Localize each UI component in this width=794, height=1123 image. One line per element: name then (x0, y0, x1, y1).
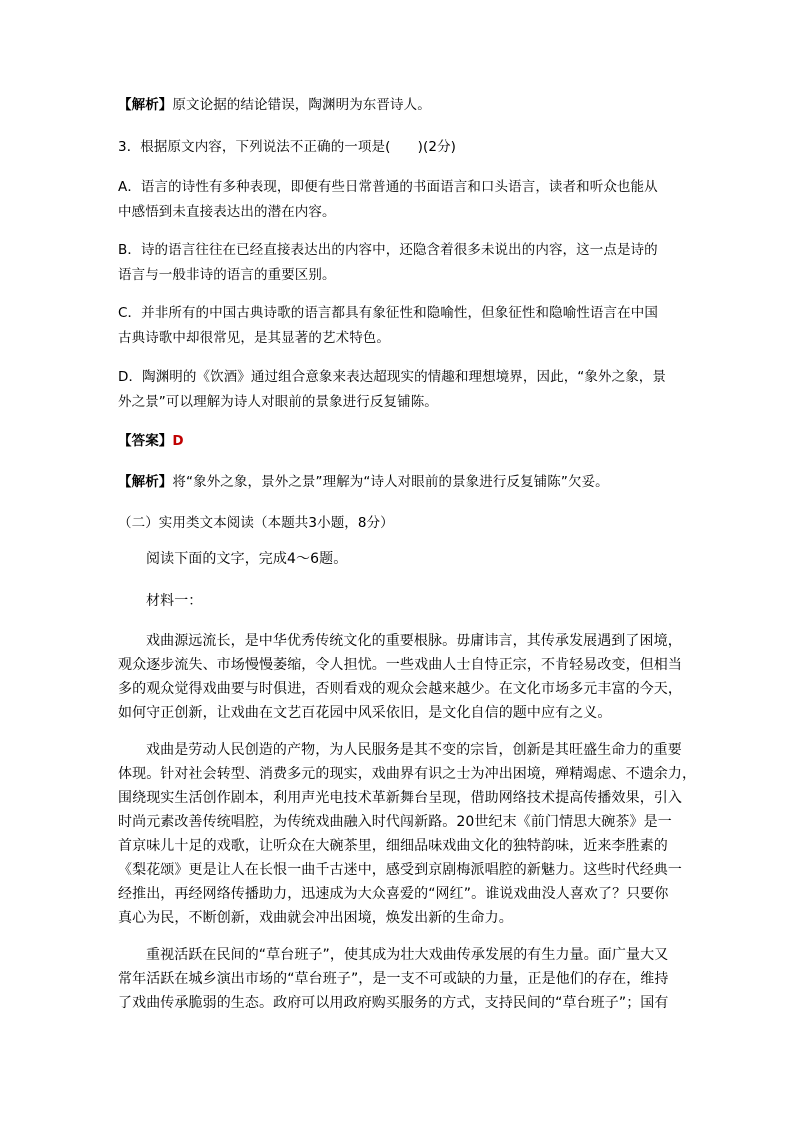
answer-line (118, 432, 184, 450)
option-d-line-1: D．陶渊明的《饮酒》通过组合意象来表达超现实的情趣和理想境界，因此，“象外之象，景 (118, 369, 666, 385)
p1-line-1: 戏曲源远流长，是中华优秀传统文化的重要根脉。毋庸讳言，其传承发展遇到了困境， (146, 633, 682, 649)
q2-analysis-line (118, 96, 431, 114)
option-c-line-2: 古典诗歌中却很常见，是其显著的艺术特色。 (118, 330, 390, 346)
p1-line-3: 多的观众觉得戏曲要与时俱进，否则看戏的观众会越来越少。在文化市场多元丰富的今天， (118, 681, 682, 697)
p3-line-3: 了戏曲传承脆弱的生态。政府可以用政府购买服务的方式，支持民间的“草台班子”；国有 (118, 995, 669, 1011)
q3-analysis-line (118, 473, 609, 491)
p2-line-6: 《梨花颂》更是让人在长恨一曲千古迷中，感受到京剧梅派唱腔的新魅力。这些时代经典一 (118, 862, 682, 878)
option-d-line-2: 外之景”可以理解为诗人对眼前的景象进行反复铺陈。 (118, 394, 438, 410)
option-b-line-2: 语言与一般非诗的语言的重要区别。 (118, 267, 336, 283)
p3-line-1: 重视活跃在民间的“草台班子”，使其成为壮大戏曲传承发展的有生力量。面广量大又 (146, 947, 669, 963)
p1-line-4: 如何守正创新，让戏曲在文艺百花园中风采依旧，是文化自信的题中应有之义。 (118, 705, 612, 721)
p2-line-4: 时尚元素改善传统唱腔，为传统戏曲融入时代闯新路。20世纪末《前门情思大碗茶》是一 (118, 814, 672, 830)
section-heading: （二）实用类文本阅读（本题共3小题，8分） (118, 515, 394, 531)
analysis-label: 【解析】 (118, 97, 173, 113)
q3-stem: 3．根据原文内容，下列说法不正确的一项是( )(2分) (118, 139, 457, 155)
option-a-line-1: A．语言的诗性有多种表现，即便有些日常普通的书面语言和口头语言，读者和听众也能从 (118, 179, 658, 195)
option-c-line-1: C．并非所有的中国古典诗歌的语言都具有象征性和隐喻性，但象征性和隐喻性语言在中国 (118, 305, 658, 321)
option-b-line-1: B．诗的语言往往在已经直接表达出的内容中，还隐含着很多未说出的内容，这一点是诗的 (118, 242, 658, 258)
p1-line-2: 观众逐步流失、市场慢慢萎缩，令人担忧。一些戏曲人士自恃正宗，不肯轻易改变，但相当 (118, 657, 682, 673)
p2-line-3: 围绕现实生活创作剧本，利用声光电技术革新舞台呈现，借助网络技术提高传播效果，引入 (118, 790, 682, 806)
p2-line-8: 真心为民，不断创新，戏曲就会冲出困境，焕发出新的生命力。 (118, 910, 513, 926)
p2-line-2: 体现。针对社会转型、消费多元的现实，戏曲界有识之士为冲出困境，殚精竭虑、不遗余力， (118, 766, 697, 782)
analysis-text: 将“象外之象，景外之景”理解为“诗人对眼前的景象进行反复铺陈”欠妥。 (172, 474, 609, 490)
answer-value: D (172, 433, 184, 449)
p2-line-1: 戏曲是劳动人民创造的产物，为人民服务是其不变的宗旨，创新是其旺盛生命力的重要 (146, 742, 682, 758)
p2-line-7: 经推出，再经网络传播助力，迅速成为大众喜爱的“网红”。谁说戏曲没人喜欢了？只要你 (118, 886, 669, 902)
section-instruction: 阅读下面的文字，完成4～6题。 (146, 551, 348, 567)
analysis-label: 【解析】 (118, 474, 173, 490)
analysis-text: 原文论据的结论错误，陶渊明为东晋诗人。 (172, 97, 431, 113)
option-a-line-2: 中感悟到未直接表达出的潜在内容。 (118, 204, 336, 220)
p3-line-2: 常年活跃在城乡演出市场的“草台班子”，是一支不可或缺的力量，正是他们的存在，维持 (118, 971, 669, 987)
answer-label: 【答案】 (118, 433, 173, 449)
material-label: 材料一： (146, 593, 203, 609)
p2-line-5: 首京味儿十足的戏歌，让听众在大碗茶里，细细品味戏曲文化的独特韵味，近来李胜素的 (118, 838, 668, 854)
